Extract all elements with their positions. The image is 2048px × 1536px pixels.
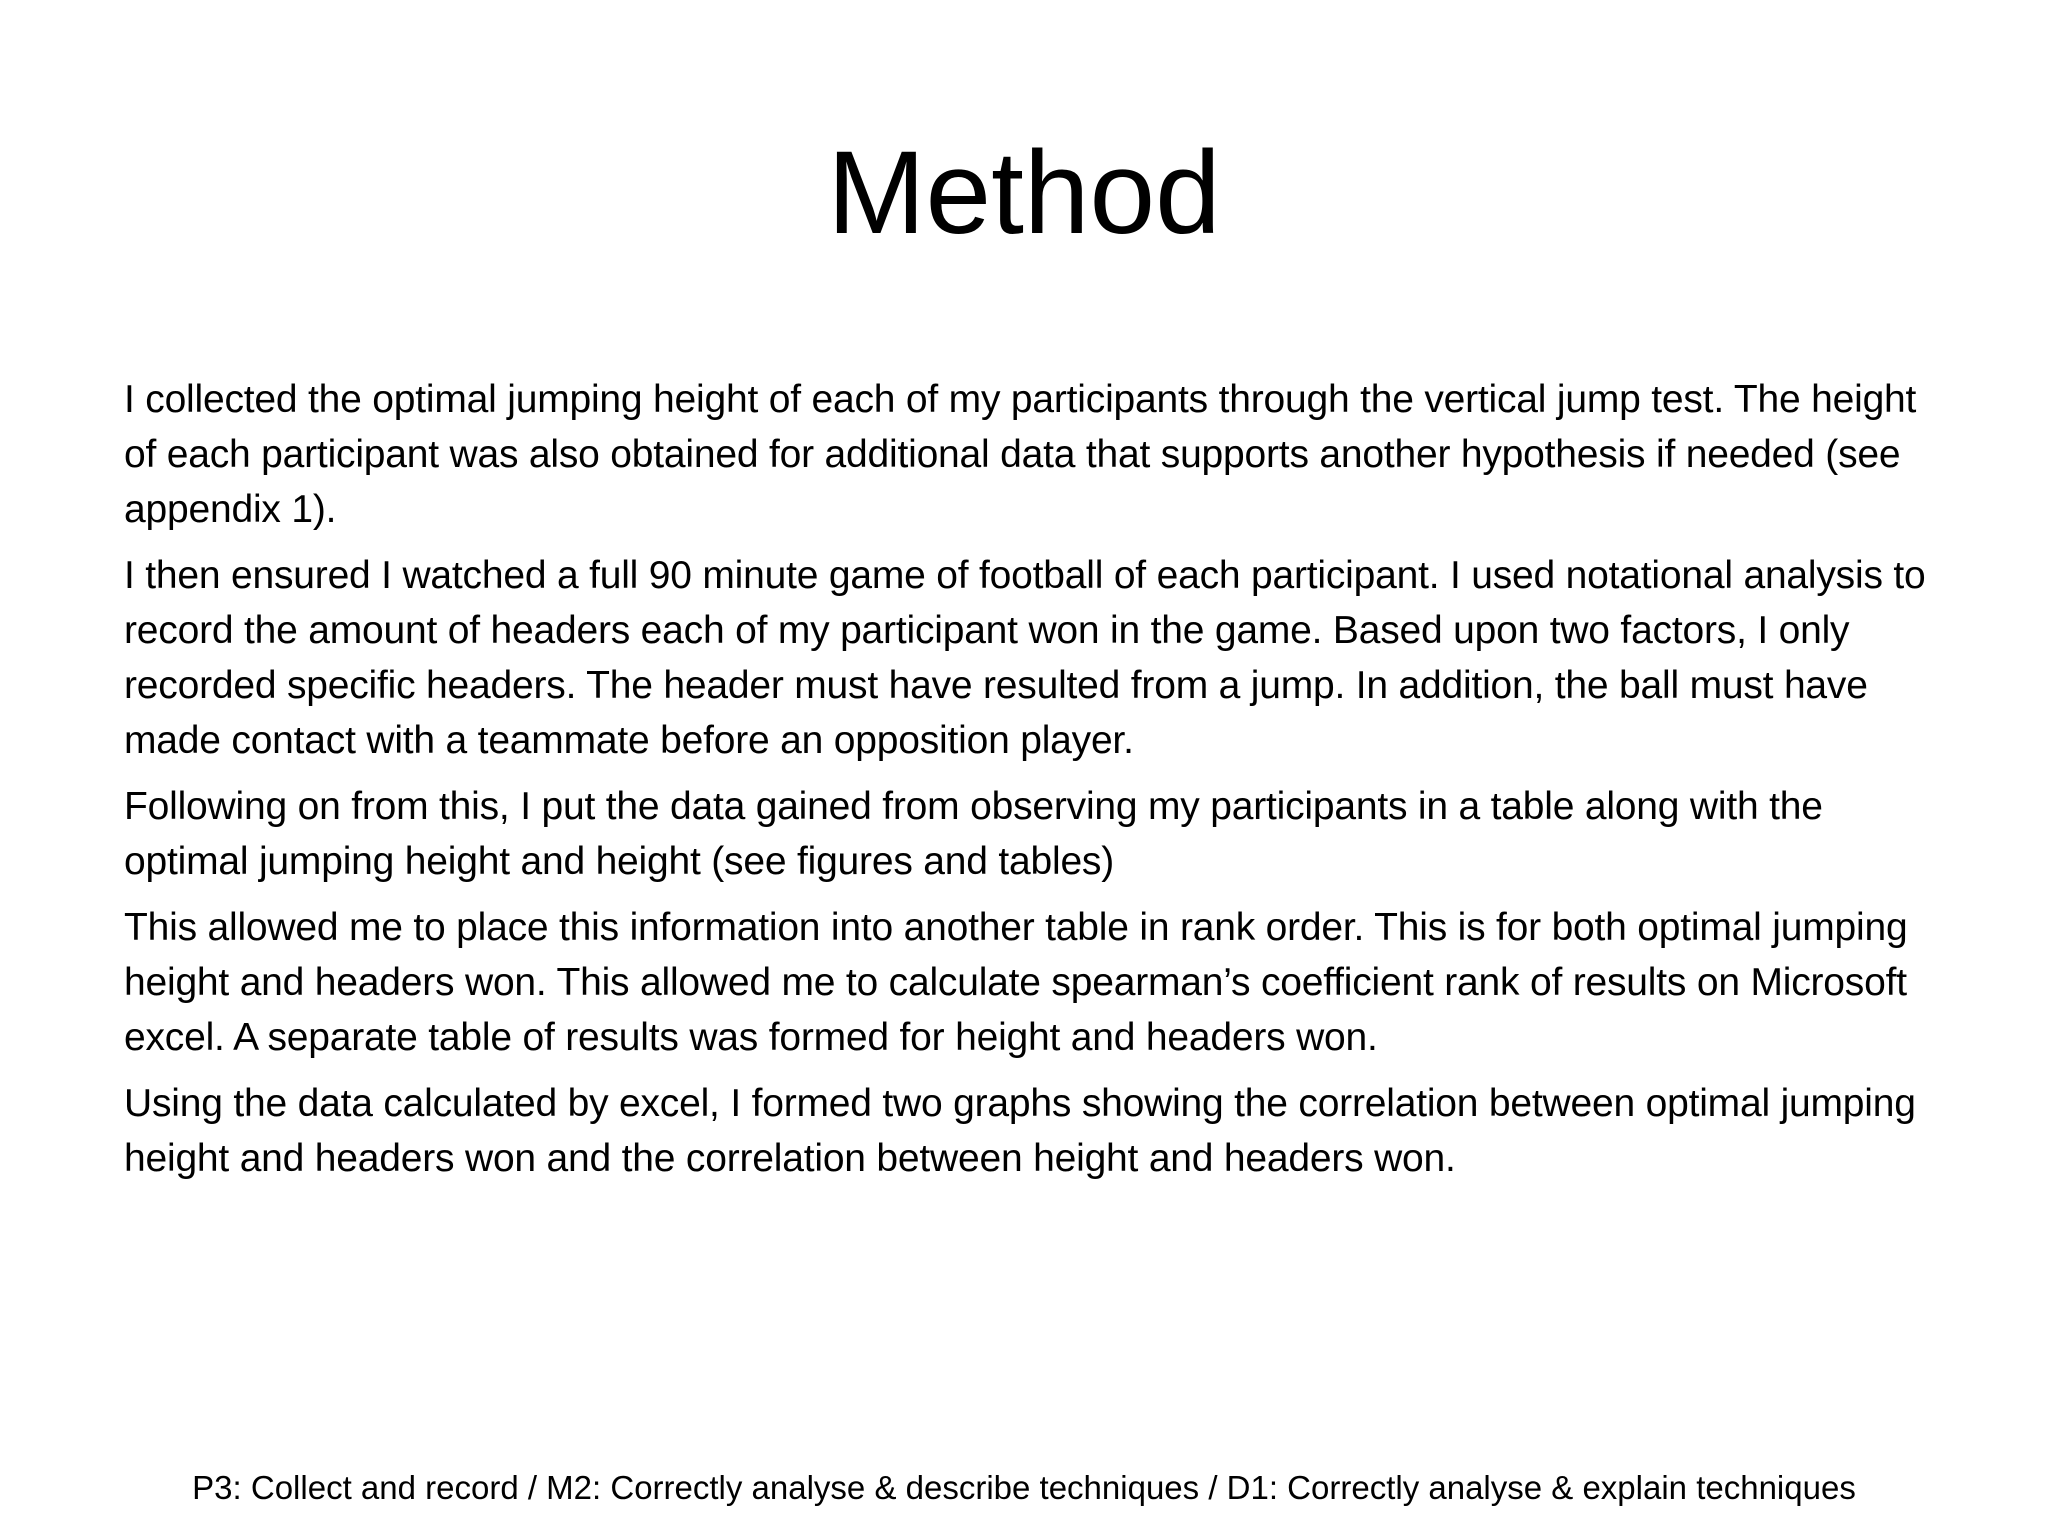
paragraph-graphs: Using the data calculated by excel, I formed two graphs showing the correlation between optimal jumping height and headers won and the correlation between height and headers won. [124, 1082, 1916, 1180]
slide-title: Method [827, 127, 1221, 259]
slide-footer: P3: Collect and record / M2: Correctly analyse & describe techniques / D1: Correctly analyse & explain techniques [192, 1469, 1856, 1506]
slide-body [124, 372, 1954, 1197]
paragraph-notational-analysis: I then ensured I watched a full 90 minute game of football of each participant. I used notational analysis to record the amount of headers each of my participant won in the game. Based upon two factors, I only recorded specific headers. The header must have resulted from a jump. In addition, the ball must have made contact with a teammate before an opposition player. [124, 554, 1926, 762]
paragraph-data-table: Following on from this, I put the data gained from observing my participants in a table along with the optimal jumping height and height (see figures and tables) [124, 785, 1823, 883]
paragraph-data-collection: I collected the optimal jumping height of each of my participants through the vertical jump test. The height of each participant was also obtained for additional data that supports another hypothesis if needed (see appendix 1). [124, 378, 1917, 531]
paragraph-rank-order: This allowed me to place this information into another table in rank order. This is for both optimal jumping height and headers won. This allowed me to calculate spearman’s coefficient rank of results on Microsoft excel. A separate table of results was formed for height and headers won. [124, 906, 1908, 1059]
